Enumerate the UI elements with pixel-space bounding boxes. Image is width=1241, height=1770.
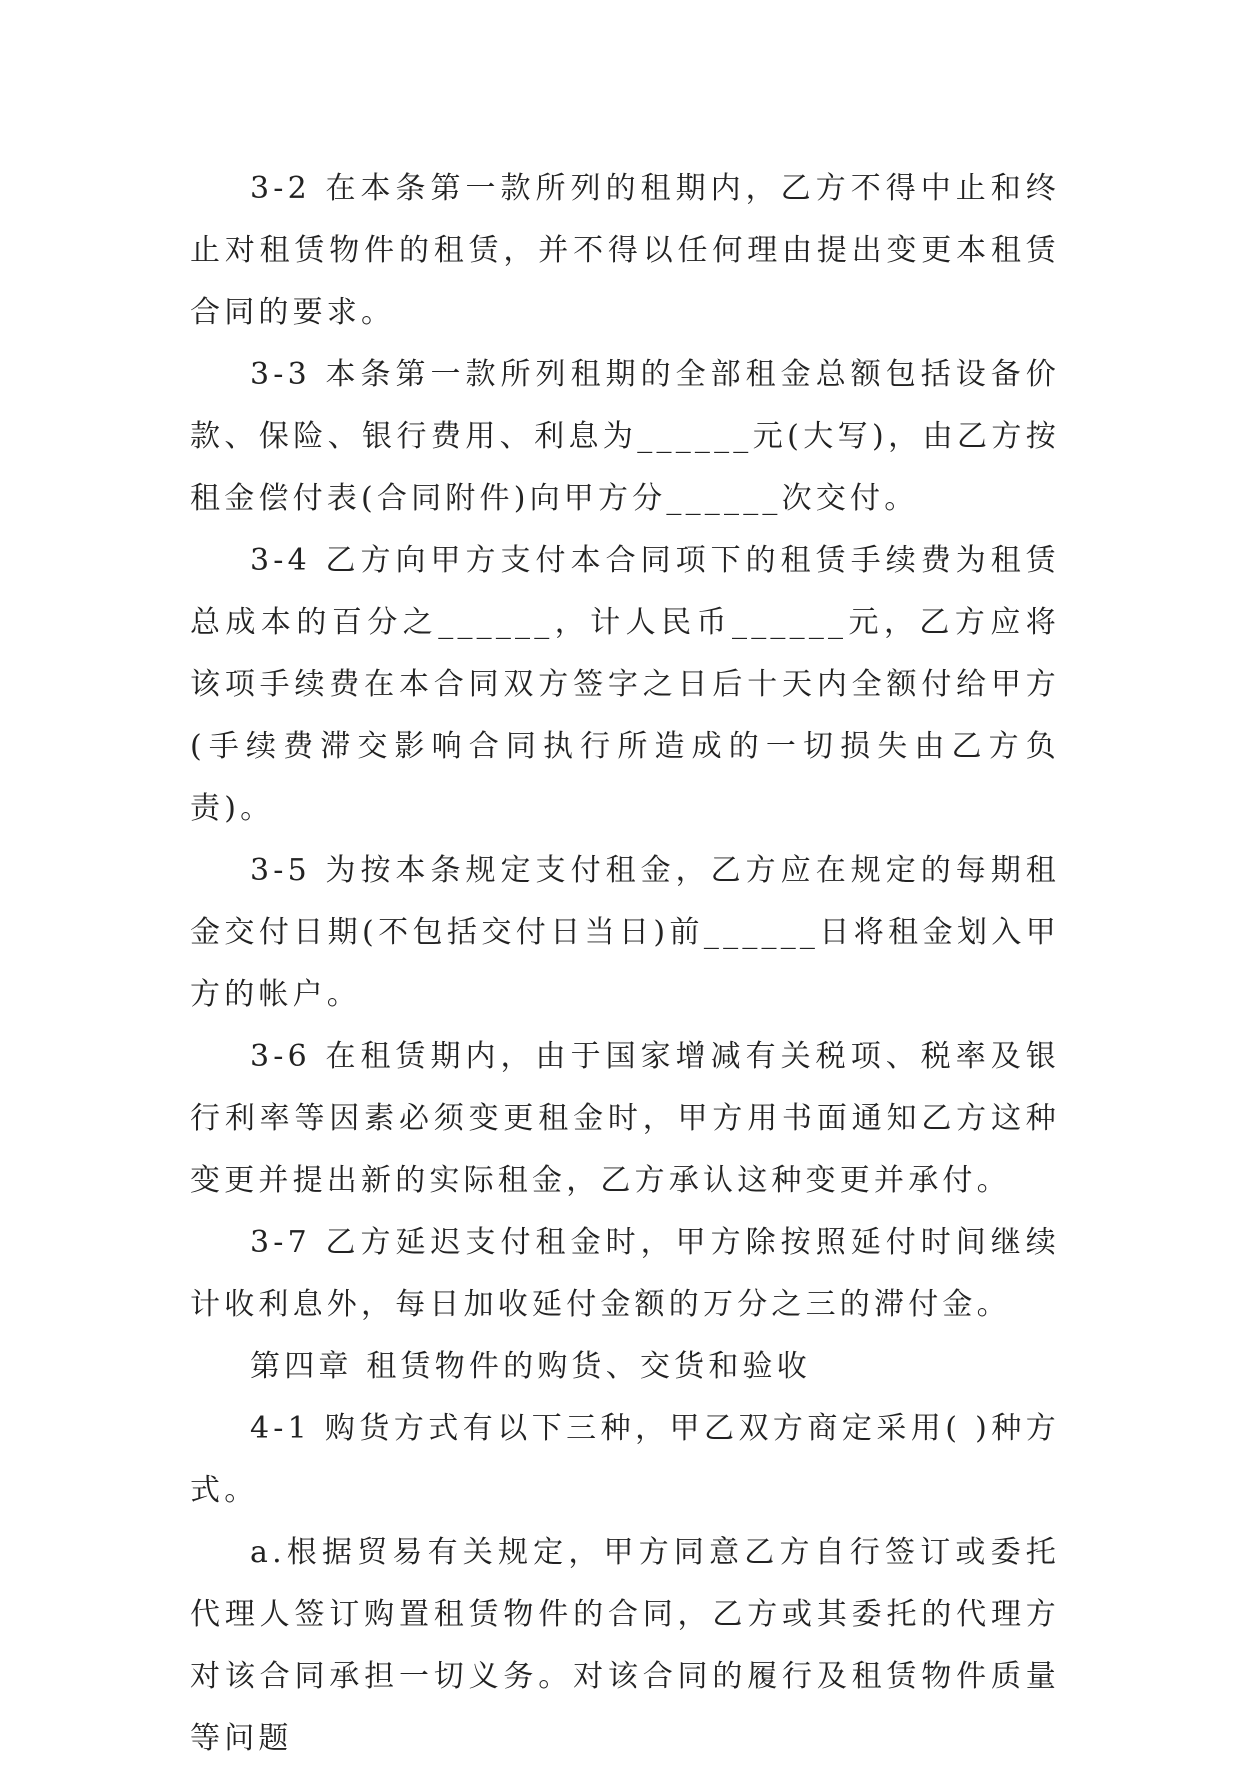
clause-3-3: 3-3 本条第一款所列租期的全部租金总额包括设备价款、保险、银行费用、利息为______元(大写)，由乙方按租金偿付表(合同附件)向甲方分______次交付。 xyxy=(190,357,1060,516)
clause-3-5: 3-5 为按本条规定支付租金，乙方应在规定的每期租金交付日期(不包括交付日当日)前______日将租金划入甲方的帐户。 xyxy=(190,853,1060,1012)
clause-4-1-a: a.根据贸易有关规定，甲方同意乙方自行签订或委托代理人签订购置租赁物件的合同，乙方或其委托的代理方对该合同承担一切义务。对该合同的履行及租赁物件质量等问题 xyxy=(190,1535,1060,1756)
chapter-4-heading: 第四章 租赁物件的购货、交货和验收 xyxy=(250,1349,811,1384)
clause-3-7: 3-7 乙方延迟支付租金时，甲方除按照延付时间继续计收利息外，每日加收延付金额的万分之三的滞付金。 xyxy=(190,1225,1060,1322)
clause-4-1: 4-1 购货方式有以下三种，甲乙双方商定采用( )种方式。 xyxy=(190,1411,1060,1508)
clause-3-6: 3-6 在租赁期内，由于国家增减有关税项、税率及银行利率等因素必须变更租金时，甲方用书面通知乙方这种变更并提出新的实际租金，乙方承认这种变更并承付。 xyxy=(190,1039,1060,1198)
clause-3-4: 3-4 乙方向甲方支付本合同项下的租赁手续费为租赁总成本的百分之______，计人民币______元，乙方应将该项手续费在本合同双方签字之日后十天内全额付给甲方(手续费滞交影响合同执行所造成的一切损失由乙方负责)。 xyxy=(190,543,1060,826)
clause-3-2: 3-2 在本条第一款所列的租期内，乙方不得中止和终止对租赁物件的租赁，并不得以任何理由提出变更本租赁合同的要求。 xyxy=(190,171,1060,330)
document-page xyxy=(190,158,1060,1770)
